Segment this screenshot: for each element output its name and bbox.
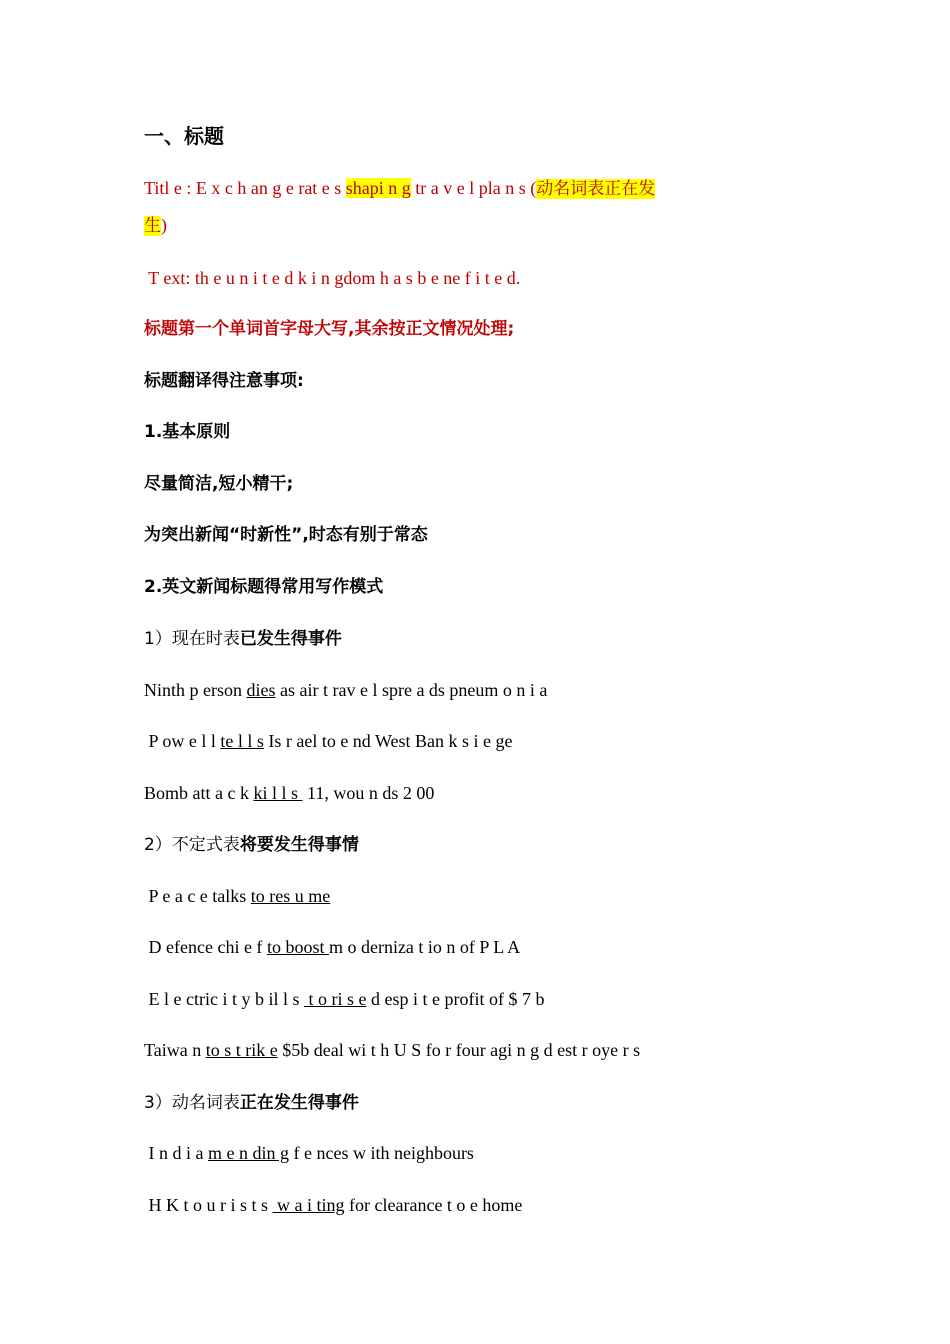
headline-text: P e a c e talks — [144, 886, 251, 906]
headline-verb: to boost — [266, 937, 329, 957]
headline-verb: w a i ting — [272, 1195, 345, 1215]
headline-text: P ow e l l — [144, 731, 221, 751]
capitalization-rule: 标题第一个单词首字母大写,其余按正文情况处理; — [144, 319, 515, 339]
headline-example — [144, 781, 434, 805]
section1-title: 1.基本原则 — [144, 422, 231, 442]
title-highlight-word: shapi n g — [345, 178, 411, 198]
headline-example — [144, 1193, 522, 1217]
headline-example — [144, 987, 544, 1011]
title-highlight-note: 动名词表正在发 — [536, 179, 656, 199]
headline-verb: ki l l s — [253, 783, 303, 803]
headline-example — [144, 884, 330, 908]
group-label — [144, 1090, 359, 1115]
headline-verb: m e n din g — [207, 1143, 289, 1163]
group-label — [144, 832, 359, 857]
group-label — [144, 626, 342, 651]
notes-title: 标题翻译得注意事项: — [144, 371, 304, 391]
headline-text: Is r ael to e nd West Ban k s i e ge — [263, 731, 513, 751]
headline-text: 11, wou n ds 2 00 — [302, 783, 435, 803]
group-label-plain: 3）动名词表 — [144, 1093, 240, 1113]
headline-text: Taiwa n — [144, 1040, 206, 1060]
headline-text: for clearance t o e home — [344, 1195, 523, 1215]
headline-example — [144, 1141, 474, 1165]
group-label-plain: 1）现在时表 — [144, 629, 240, 649]
section2-title: 2.英文新闻标题得常用写作模式 — [144, 577, 384, 597]
headline-verb: to res u me — [250, 886, 331, 906]
text-example-line: T ext: th e u n i t e d k i n gdom h a s b e ne f i t e d. — [144, 268, 521, 288]
group-label-bold: 已发生得事件 — [239, 629, 342, 649]
group-label-bold: 将要发生得事情 — [239, 835, 359, 855]
headline-example — [144, 678, 547, 702]
headline-text: I n d i a — [144, 1143, 208, 1163]
headline-text: E l e ctric i t y b il l s — [144, 989, 304, 1009]
group-label-bold: 正在发生得事件 — [239, 1093, 359, 1113]
principle-item: 为突出新闻“时新性”,时态有别于常态 — [144, 525, 428, 545]
title-example-line-cont — [144, 213, 167, 238]
headline-verb: t o ri s e — [303, 989, 367, 1009]
headline-text: $5b deal wi t h U S fo r four agi n g d est r oye r s — [277, 1040, 641, 1060]
headline-verb: to s t rik e — [205, 1040, 278, 1060]
headline-text: H K t o u r i s t s — [144, 1195, 273, 1215]
title-example-line — [144, 176, 655, 201]
headline-text: D efence chi e f — [144, 937, 267, 957]
headline-verb: te l l s — [220, 731, 264, 751]
title-highlight-note-cont: 生 — [144, 216, 161, 236]
headline-text: Bomb att a c k — [144, 783, 254, 803]
title-example-part: Titl e : E x c h an g e rat e s — [144, 178, 346, 198]
principle-item: 尽量简洁,短小精干; — [144, 474, 294, 494]
headline-text: m o derniza t io n of P L A — [328, 937, 521, 957]
section-heading: 一、标题 — [144, 124, 224, 148]
headline-example — [144, 1038, 640, 1062]
headline-text: f e nces w ith neighbours — [288, 1143, 474, 1163]
title-example-part: ) — [161, 215, 167, 235]
headline-text: as air t rav e l spre a ds pneum o n i a — [275, 680, 548, 700]
headline-text: Ninth p erson — [144, 680, 247, 700]
headline-text: d esp i t e profit of $ 7 b — [366, 989, 545, 1009]
group-label-plain: 2）不定式表 — [144, 835, 240, 855]
headline-example — [144, 729, 513, 753]
headline-verb: dies — [246, 680, 276, 700]
title-example-part: tr a v e l pla n s ( — [410, 178, 537, 198]
headline-example — [144, 935, 520, 959]
